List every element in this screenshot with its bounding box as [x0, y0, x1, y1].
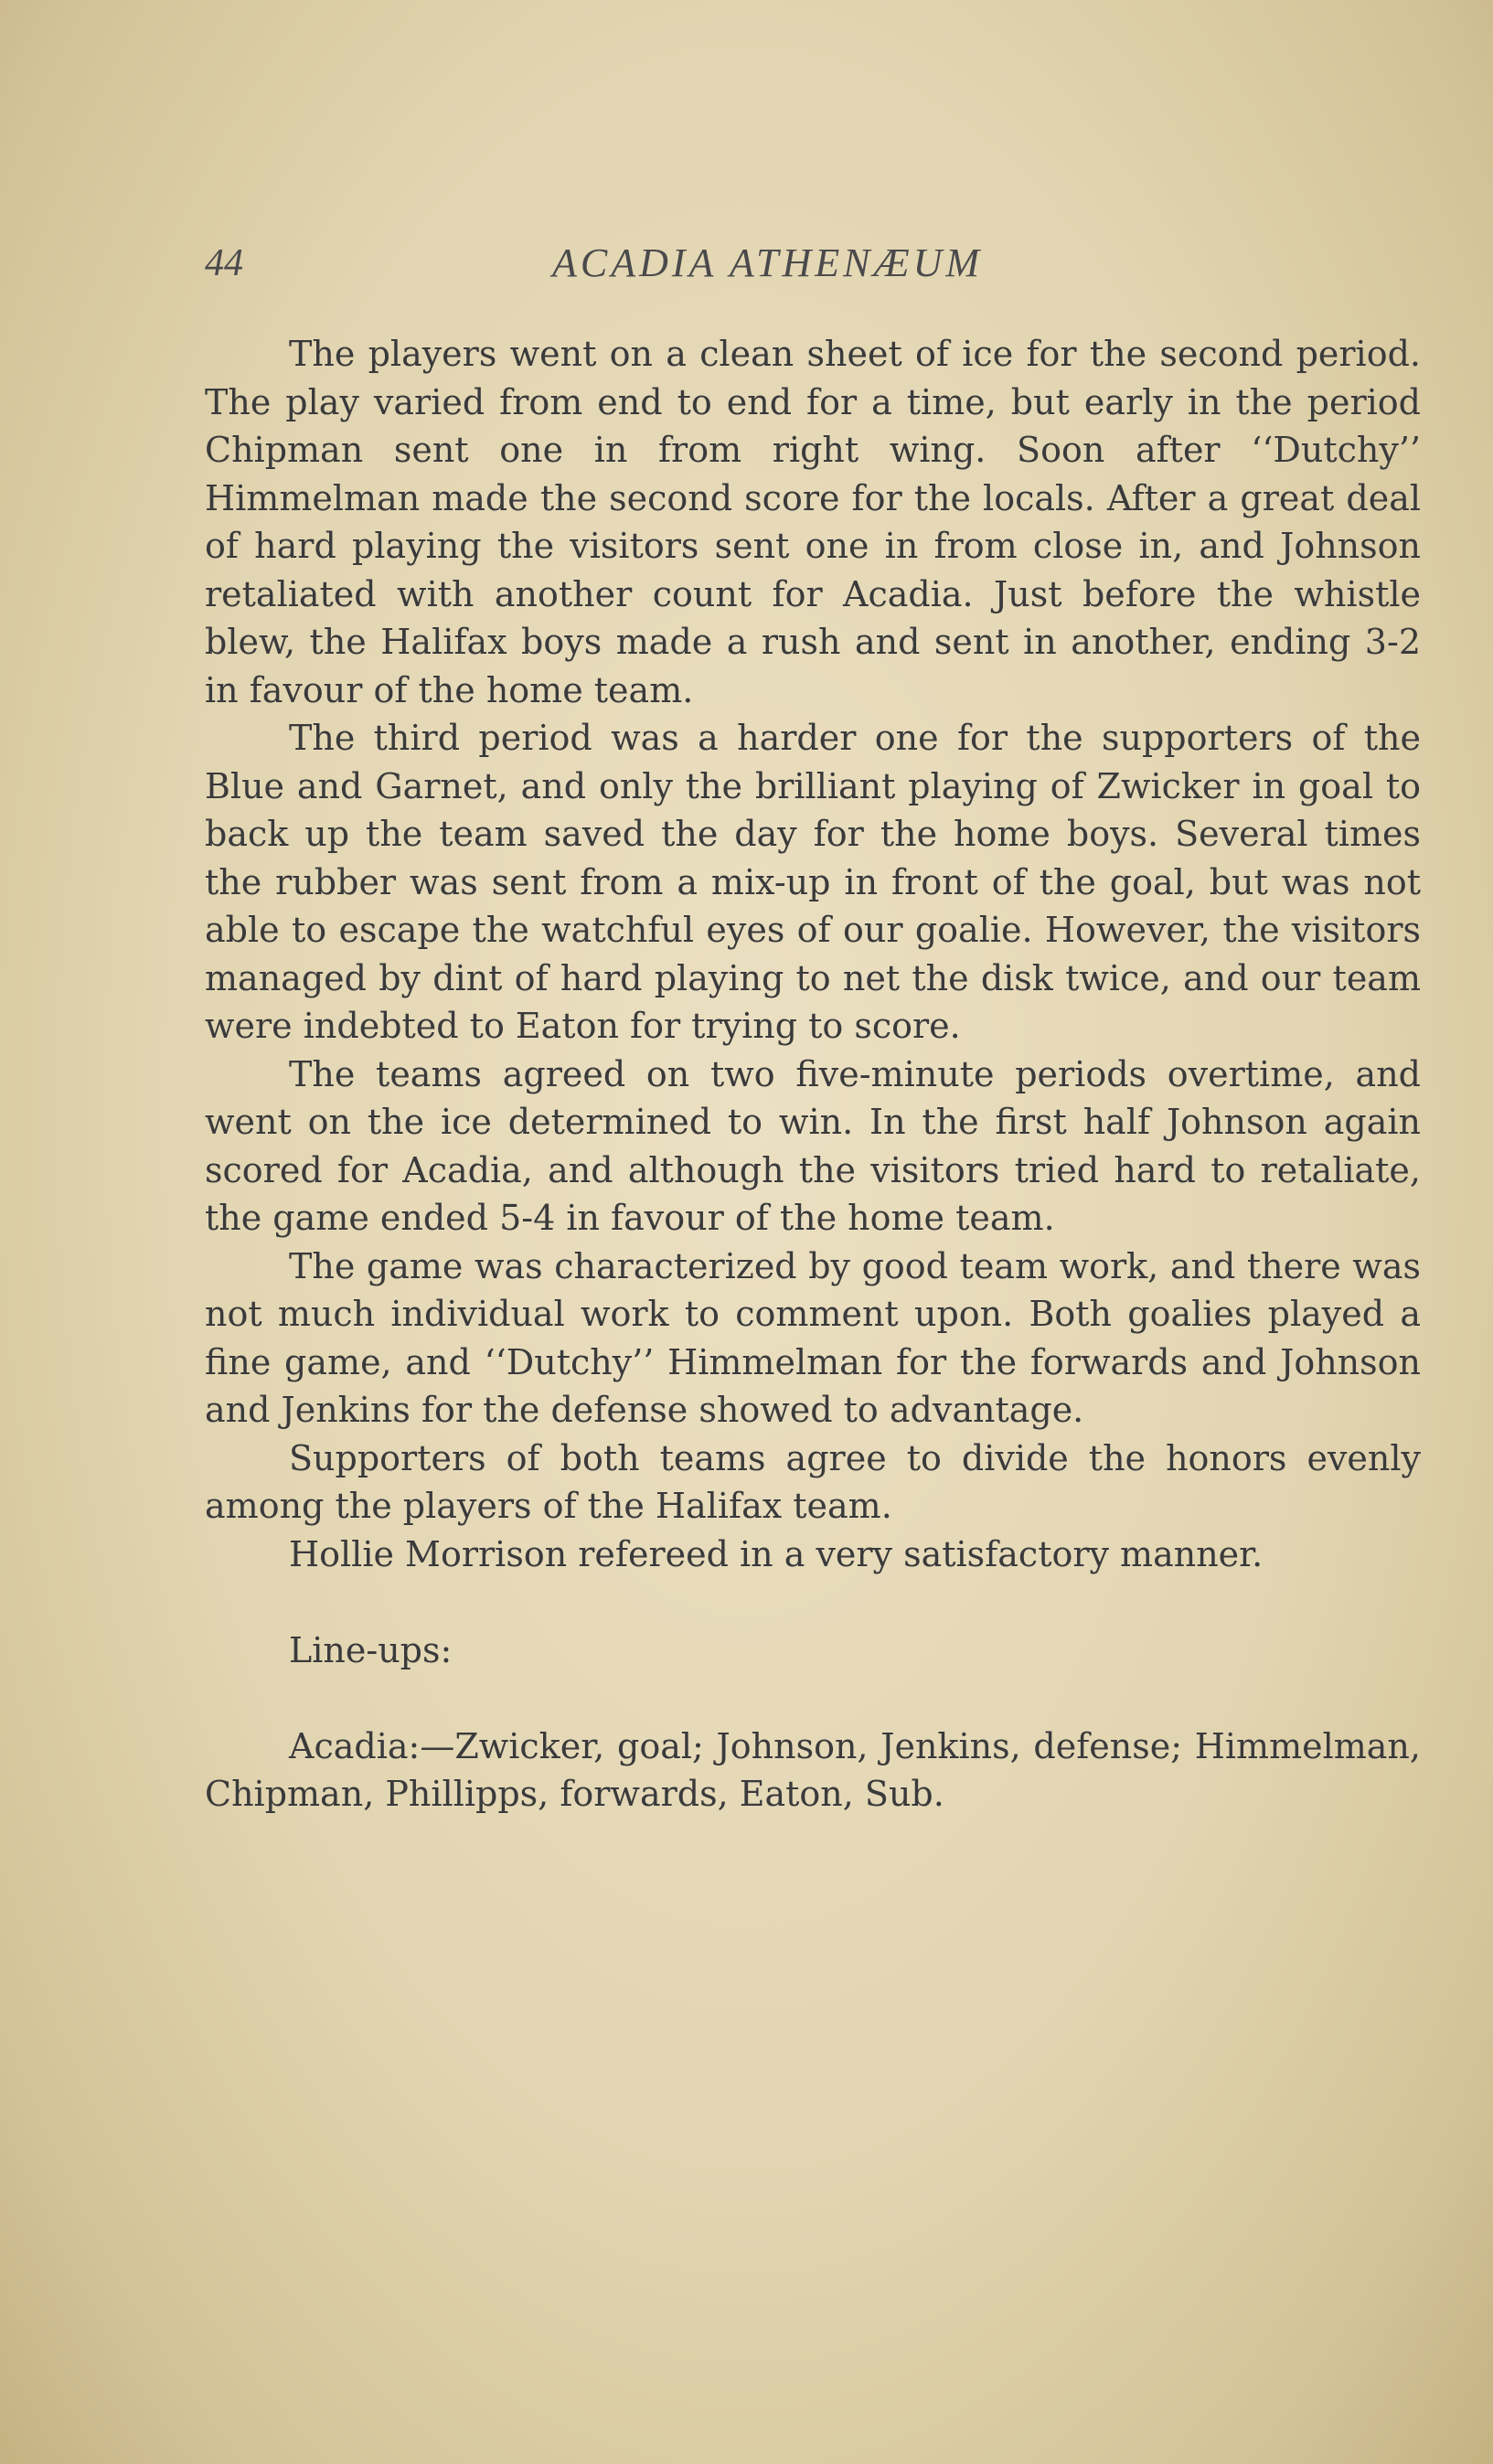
- running-title: ACADIA ATHENÆUM: [552, 240, 984, 285]
- paragraph-supporters: Supporters of both teams agree to divide the honors evenly among the players of the Halifax team.: [205, 1437, 1421, 1526]
- lineups-acadia: Acadia:—Zwicker, goal; Johnson, Jenkins, defense; Himmelman, Chipman, Phillipps, forwards, Eaton, Sub.: [205, 1725, 1421, 1814]
- page-header: [205, 236, 1426, 291]
- paragraph-second-period: The players went on a clean sheet of ice for the second period. The play varied from end to end for a time, but early in the period Chipman sent one in from right wing. Soon after ‘‘Dutchy’’ Himmelman made the second score for the locals. After a great deal of hard playing the visitors sent one in from close in, and Johnson retaliated with another count for Acadia. Just before the whistle blew, the Halifax boys made a rush and sent in another, ending 3-2 in favour of the home team.: [205, 334, 1421, 710]
- page-number: 44: [205, 242, 243, 284]
- paragraph-team-work: The game was characterized by good team work, and there was not much individual work to comment upon. Both goalies played a fine game, and ‘‘Dutchy’’ Himmelman for the forwards and Johnson and Jenkins for the defense showed to advantage.: [205, 1245, 1421, 1430]
- lineups-label: Line-ups:: [289, 1629, 453, 1670]
- paragraph-overtime: The teams agreed on two five-minute periods overtime, and went on the ice determined to win. In the first half Johnson again scored for Acadia, and although the visitors tried hard to retaliate, the game ended 5-4 in favour of the home team.: [205, 1053, 1421, 1238]
- paragraph-referee: Hollie Morrison refereed in a very satisfactory manner.: [289, 1533, 1264, 1574]
- article-body: [205, 330, 1421, 1819]
- paragraph-third-period: The third period was a harder one for the supporters of the Blue and Garnet, and only the brilliant playing of Zwicker in goal to back up the team saved the day for the home boys. Several times the rubber was sent from a mix-up in front of the goal, but was not able to escape the watchful eyes of our goalie. However, the visitors managed by dint of hard playing to net the disk twice, and our team were indebted to Eaton for trying to score.: [205, 718, 1421, 1046]
